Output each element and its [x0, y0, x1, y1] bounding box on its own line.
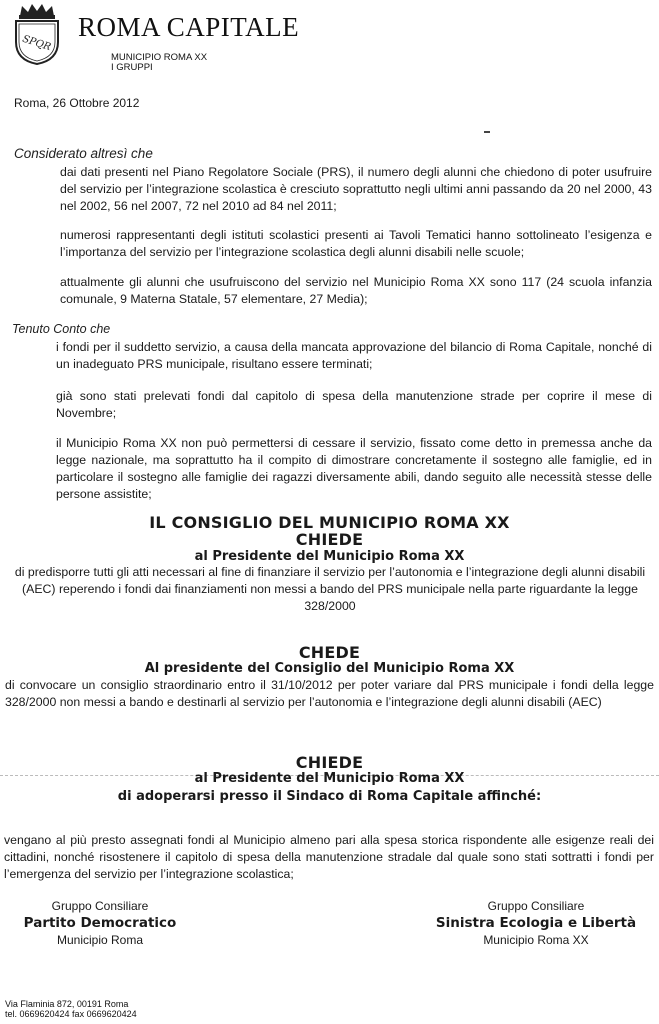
header-subtitle	[111, 53, 207, 73]
resolution3-body: vengano al più presto assegnati fondi al Municipio almeno pari alla spesa storica rispondente alle esigenze reali dei cittadini, nonché risostenere il capitolo di spesa della manutenzione stradale dal quale sono stati sottratti i fondi per l’emergenza del servizio per l’integrazione scolastica;	[4, 833, 654, 881]
footer-address: Via Flaminia 872, 00191 Roma	[5, 999, 129, 1009]
logo-text: SPQR	[20, 33, 53, 54]
considerato-label: Considerato altresì che	[14, 146, 153, 161]
header-gruppi: I GRUPPI	[111, 62, 153, 73]
considerato-paragraph-2: numerosi rappresentanti degli istituti scolastici presenti ai Tavoli Tematici hanno sottolineato l’esigenza e l’importanza del servizio per l’integrazione scolastica degli alunni disabili nelle scuole;	[60, 228, 652, 259]
header-municipio: MUNICIPIO ROMA XX	[111, 52, 208, 63]
resolution3-subtitle: di adoperarsi presso il Sindaco di Roma Capitale affinché:	[117, 789, 542, 804]
considerato-paragraph-1: dai dati presenti nel Piano Regolatore Sociale (PRS), il numero degli alunni che chiedono di poter usufruire del servizio per l’integrazione scolastica è cresciuto soprattutto negli ultimi anni passando da 20 nel 2000, 43 nel 2002, 56 nel 2007, 72 nel 2010 ad 84 nel 2011;	[60, 165, 652, 213]
signature-right-municipio: Municipio Roma XX	[483, 933, 589, 947]
signature-left-group: Gruppo Consiliare	[51, 899, 149, 913]
signature-left-party: Partito Democratico	[23, 915, 177, 931]
signature-right-group: Gruppo Consiliare	[487, 899, 585, 913]
resolution2-verb: CHEDE	[298, 643, 361, 662]
signature-left-municipio: Municipio Roma	[56, 933, 144, 947]
resolution2-addressee: Al presidente del Consiglio del Municipio Roma XX	[144, 661, 515, 676]
signature-left	[10, 898, 190, 949]
signature-right-party: Sinistra Ecologia e Libertà	[435, 915, 637, 931]
resolution1-verb: CHIEDE	[295, 530, 364, 549]
council-heading: IL CONSIGLIO DEL MUNICIPIO ROMA XX	[149, 513, 510, 532]
tenuto-paragraph-1: i fondi per il suddetto servizio, a causa della mancata approvazione del bilancio di Roma Capitale, nonché di un inadeguato PRS municipale, risultano essere terminati;	[56, 340, 652, 371]
roma-capitale-logo	[8, 2, 66, 66]
scan-mark	[484, 131, 490, 133]
resolution3-addressee: al Presidente del Municipio Roma XX	[194, 771, 465, 786]
tenuto-paragraph-3: il Municipio Roma XX non può permettersi di cessare il servizio, fissato come detto in premessa anche da legge nazionale, ma soprattutto ha il compito di dimostrare concretamente il sostegno alle famiglie, ed in particolare il sostegno alle famiglie dei ragazzi diversamente abili, dando seguito alle necessità stesse delle persone assistite;	[56, 436, 652, 501]
footer-phone: tel. 0669620424 fax 0669620424	[5, 1009, 137, 1019]
tenuto-conto-label: Tenuto Conto che	[12, 322, 111, 336]
spqr-shield-icon	[8, 2, 66, 66]
resolution2-body: di convocare un consiglio straordinario entro il 31/10/2012 per poter variare dal PRS municipale i fondi della legge 328/2000 non messi a bando e destinarli al servizio per l’autonomia e l’integrazione degli alunni disabili (AEC)	[5, 678, 654, 709]
header-title: ROMA CAPITALE	[78, 12, 300, 42]
tenuto-paragraph-2: già sono stati prelevati fondi dal capitolo di spesa della manutenzione strade per coprire il mese di Novembre;	[56, 389, 652, 420]
signature-right	[424, 898, 648, 949]
resolution3-verb: CHIEDE	[295, 753, 364, 772]
resolution1-body: di predisporre tutti gli atti necessari al fine di finanziare il servizio per l’autonomia e l’integrazione degli alunni disabili (AEC) reperendo i fondi dai finanziamenti non messi a bando del PRS municipale nella parte riguardante la legge 328/2000	[14, 565, 646, 613]
footer	[5, 999, 137, 1019]
considerato-paragraph-3: attualmente gli alunni che usufruiscono del servizio nel Municipio Roma XX sono 117 (24 scuola infanzia comunale, 9 Materna Statale, 57 elementare, 27 Media);	[60, 275, 652, 306]
document-date: Roma, 26 Ottobre 2012	[14, 96, 140, 110]
resolution1-addressee: al Presidente del Municipio Roma XX	[194, 549, 465, 564]
